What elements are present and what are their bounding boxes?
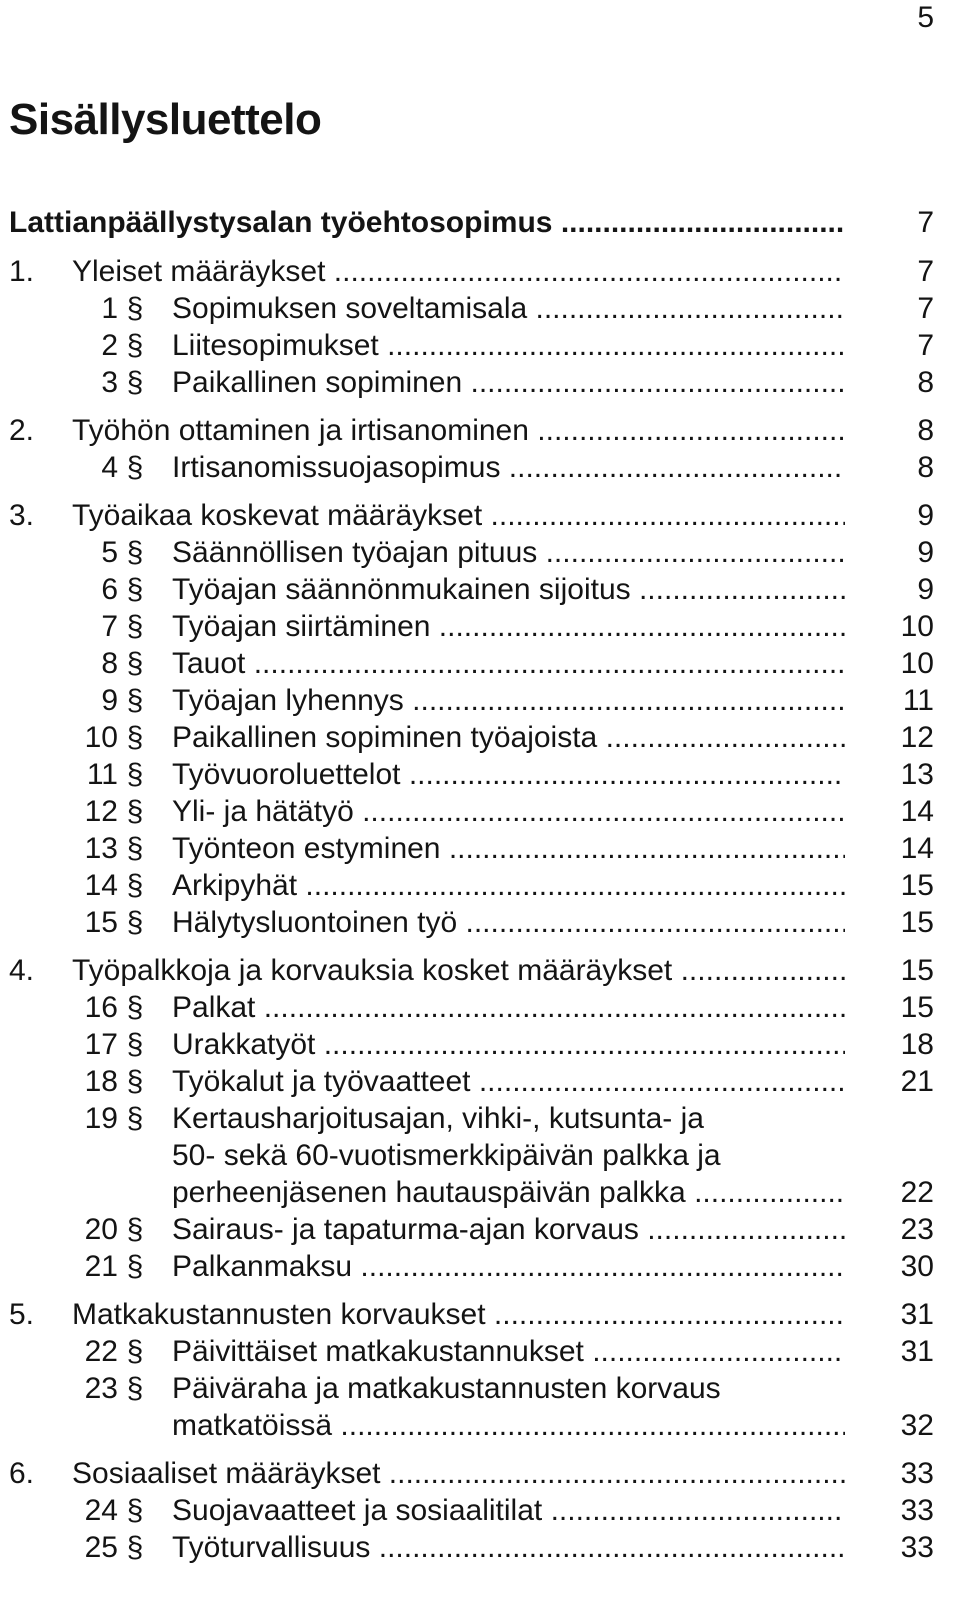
paragraph-title: Työturvallisuus ..... — [172, 1529, 845, 1566]
paragraph-title: Liitesopimukset ..... — [172, 327, 845, 364]
section-sign: § — [126, 758, 144, 791]
paragraph-title: Tauot ..... — [172, 645, 845, 682]
paragraph-number: 6 — [101, 573, 118, 606]
toc-page-number: 7 — [917, 329, 934, 362]
toc-page-number: 15 — [900, 991, 934, 1024]
paragraph-number: 22 — [84, 1335, 118, 1368]
toc-section-6[interactable] — [0, 1455, 960, 1492]
paragraph-number: 2 — [101, 329, 118, 362]
toc-page-number: 8 — [917, 451, 934, 484]
toc-page-number: 8 — [917, 366, 934, 399]
toc-page-number: 10 — [900, 647, 934, 680]
toc-paragraph-19-line2 — [0, 1137, 960, 1174]
section-sign: § — [126, 1102, 144, 1135]
toc-section-3[interactable] — [0, 497, 960, 534]
toc-page-number: 13 — [900, 758, 934, 791]
section-number: 6. — [9, 1457, 35, 1490]
paragraph-title: Suojavaatteet ja sosiaalitilat ..... — [172, 1492, 845, 1529]
toc-paragraph-1[interactable] — [0, 290, 960, 327]
toc-page-number: 9 — [917, 573, 934, 606]
section-sign: § — [126, 451, 144, 484]
paragraph-title: Palkanmaksu ..... — [172, 1248, 845, 1285]
section-sign: § — [126, 1494, 144, 1527]
toc-paragraph-22[interactable] — [0, 1333, 960, 1370]
paragraph-title: Urakkatyöt ..... — [172, 1026, 845, 1063]
section-number: 3. — [9, 499, 35, 532]
paragraph-number: 25 — [84, 1531, 118, 1564]
section-sign: § — [126, 1250, 144, 1283]
toc-paragraph-13[interactable] — [0, 830, 960, 867]
toc-paragraph-3[interactable] — [0, 364, 960, 401]
section-title: Työaikaa koskevat määräykset ..... — [72, 497, 845, 534]
toc-paragraph-9[interactable] — [0, 682, 960, 719]
section-number: 5. — [9, 1298, 35, 1331]
section-sign: § — [126, 1028, 144, 1061]
section-title: Yleiset määräykset ..... — [72, 253, 845, 290]
toc-page-number: 22 — [900, 1176, 934, 1209]
toc-paragraph-18[interactable] — [0, 1063, 960, 1100]
toc-paragraph-17[interactable] — [0, 1026, 960, 1063]
section-sign: § — [126, 647, 144, 680]
toc-page-number: 9 — [917, 536, 934, 569]
section-sign: § — [126, 991, 144, 1024]
toc-page-number: 30 — [900, 1250, 934, 1283]
toc-paragraph-11[interactable] — [0, 756, 960, 793]
paragraph-number: 20 — [84, 1213, 118, 1246]
paragraph-title-line: 50- sekä 60-vuotismerkkipäivän palkka ja — [172, 1139, 721, 1172]
toc-section-2[interactable] — [0, 412, 960, 449]
toc-page-number: 7 — [917, 292, 934, 325]
section-title: Työhön ottaminen ja irtisanominen ..... — [72, 412, 845, 449]
section-number: 2. — [9, 414, 35, 447]
section-sign: § — [126, 1372, 144, 1405]
paragraph-number: 19 — [84, 1102, 118, 1135]
paragraph-number: 11 — [86, 758, 118, 791]
toc-paragraph-16[interactable] — [0, 989, 960, 1026]
section-sign: § — [126, 721, 144, 754]
toc-entry-main[interactable] — [0, 204, 960, 241]
toc-page-number: 15 — [900, 869, 934, 902]
paragraph-number: 15 — [84, 906, 118, 939]
paragraph-title: matkatöissä ..... — [172, 1407, 845, 1444]
section-sign: § — [126, 795, 144, 828]
paragraph-number: 1 — [101, 292, 118, 325]
paragraph-number: 3 — [101, 366, 118, 399]
toc-page-number: 31 — [900, 1335, 934, 1368]
paragraph-title: Työkalut ja työvaatteet ..... — [172, 1063, 845, 1100]
toc-page-number: 33 — [900, 1531, 934, 1564]
paragraph-title: Irtisanomissuojasopimus ..... — [172, 449, 845, 486]
toc-entry-title: Lattianpäällystysalan työehtosopimus ..... — [9, 204, 845, 241]
paragraph-number: 23 — [84, 1372, 118, 1405]
toc-page-number: 21 — [900, 1065, 934, 1098]
toc-section-5[interactable] — [0, 1296, 960, 1333]
section-sign: § — [126, 1065, 144, 1098]
toc-page-number: 11 — [902, 684, 934, 717]
toc-page-number: 23 — [900, 1213, 934, 1246]
paragraph-title-line: Kertausharjoitusajan, vihki-, kutsunta- ja — [172, 1102, 704, 1135]
section-sign: § — [126, 536, 144, 569]
paragraph-number: 5 — [101, 536, 118, 569]
paragraph-number: 21 — [84, 1250, 118, 1283]
section-sign: § — [126, 1335, 144, 1368]
paragraph-number: 4 — [101, 451, 118, 484]
section-sign: § — [126, 1213, 144, 1246]
section-sign: § — [126, 832, 144, 865]
toc-page-number: 7 — [917, 255, 934, 288]
toc-paragraph-23-line1[interactable] — [0, 1370, 960, 1407]
toc-page-number: 8 — [917, 414, 934, 447]
toc-page-number: 14 — [900, 832, 934, 865]
paragraph-title: Työnteon estyminen ..... — [172, 830, 845, 867]
toc-page-number: 33 — [900, 1457, 934, 1490]
section-number: 1. — [9, 255, 35, 288]
paragraph-title: Päivittäiset matkakustannukset ..... — [172, 1333, 845, 1370]
paragraph-number: 7 — [101, 610, 118, 643]
toc-page-number: 33 — [900, 1494, 934, 1527]
section-sign: § — [126, 906, 144, 939]
paragraph-title: Arkipyhät ..... — [172, 867, 845, 904]
toc-section-4[interactable] — [0, 952, 960, 989]
section-sign: § — [126, 1531, 144, 1564]
paragraph-title: perheenjäsenen hautauspäivän palkka ..... — [172, 1174, 845, 1211]
paragraph-number: 17 — [84, 1028, 118, 1061]
toc-paragraph-5[interactable] — [0, 534, 960, 571]
page-title: Sisällysluettelo — [9, 95, 322, 144]
paragraph-title: Työajan säännönmukainen sijoitus ..... — [172, 571, 845, 608]
paragraph-number: 16 — [84, 991, 118, 1024]
toc-paragraph-25[interactable] — [0, 1529, 960, 1566]
paragraph-title: Työvuoroluettelot ..... — [172, 756, 845, 793]
paragraph-number: 10 — [84, 721, 118, 754]
toc-page-number: 31 — [900, 1298, 934, 1331]
toc-page-number: 10 — [900, 610, 934, 643]
paragraph-title: Yli- ja hätätyö ..... — [172, 793, 845, 830]
section-title: Sosiaaliset määräykset ..... — [72, 1455, 845, 1492]
paragraph-title: Hälytysluontoinen työ ..... — [172, 904, 845, 941]
toc-paragraph-15[interactable] — [0, 904, 960, 941]
toc-paragraph-19-line1[interactable] — [0, 1100, 960, 1137]
paragraph-number: 24 — [84, 1494, 118, 1527]
section-title: Matkakustannusten korvaukset ..... — [72, 1296, 845, 1333]
paragraph-title: Palkat ..... — [172, 989, 845, 1026]
section-sign: § — [126, 869, 144, 902]
section-sign: § — [126, 292, 144, 325]
toc-section-1[interactable] — [0, 253, 960, 290]
toc-page-number: 15 — [900, 906, 934, 939]
toc-paragraph-19[interactable] — [0, 1174, 960, 1211]
paragraph-number: 12 — [84, 795, 118, 828]
paragraph-number: 18 — [84, 1065, 118, 1098]
toc-paragraph-7[interactable] — [0, 608, 960, 645]
toc-paragraph-21[interactable] — [0, 1248, 960, 1285]
toc-paragraph-6[interactable] — [0, 571, 960, 608]
paragraph-title: Työajan lyhennys ..... — [172, 682, 845, 719]
paragraph-number: 14 — [84, 869, 118, 902]
toc-page-number: 32 — [900, 1409, 934, 1442]
page-number: 5 — [917, 1, 934, 34]
toc-paragraph-24[interactable] — [0, 1492, 960, 1529]
toc-paragraph-4[interactable] — [0, 449, 960, 486]
toc-page-number: 9 — [917, 499, 934, 532]
section-sign: § — [126, 610, 144, 643]
section-title: Työpalkkoja ja korvauksia kosket määräykset ..... — [72, 952, 845, 989]
toc-paragraph-10[interactable] — [0, 719, 960, 756]
toc-paragraph-12[interactable] — [0, 793, 960, 830]
paragraph-title: Sopimuksen soveltamisala ..... — [172, 290, 845, 327]
paragraph-title: Paikallinen sopiminen työajoista ..... — [172, 719, 845, 756]
paragraph-title-line: Päiväraha ja matkakustannusten korvaus — [172, 1372, 721, 1405]
section-number: 4. — [9, 954, 35, 987]
paragraph-number: 8 — [101, 647, 118, 680]
toc-paragraph-23[interactable] — [0, 1407, 960, 1444]
section-sign: § — [126, 684, 144, 717]
toc-page-number: 12 — [900, 721, 934, 754]
toc-page-number: 15 — [900, 954, 934, 987]
paragraph-number: 9 — [101, 684, 118, 717]
toc-paragraph-20[interactable] — [0, 1211, 960, 1248]
paragraph-title: Säännöllisen työajan pituus ..... — [172, 534, 845, 571]
toc-page-number: 14 — [900, 795, 934, 828]
section-sign: § — [126, 329, 144, 362]
paragraph-number: 13 — [84, 832, 118, 865]
toc-paragraph-2[interactable] — [0, 327, 960, 364]
toc-paragraph-14[interactable] — [0, 867, 960, 904]
paragraph-title: Paikallinen sopiminen ..... — [172, 364, 845, 401]
paragraph-title: Sairaus- ja tapaturma-ajan korvaus ..... — [172, 1211, 845, 1248]
toc-page-number: 7 — [917, 206, 934, 239]
toc-paragraph-8[interactable] — [0, 645, 960, 682]
section-sign: § — [126, 366, 144, 399]
toc-page-number: 18 — [900, 1028, 934, 1061]
section-sign: § — [126, 573, 144, 606]
paragraph-title: Työajan siirtäminen ..... — [172, 608, 845, 645]
